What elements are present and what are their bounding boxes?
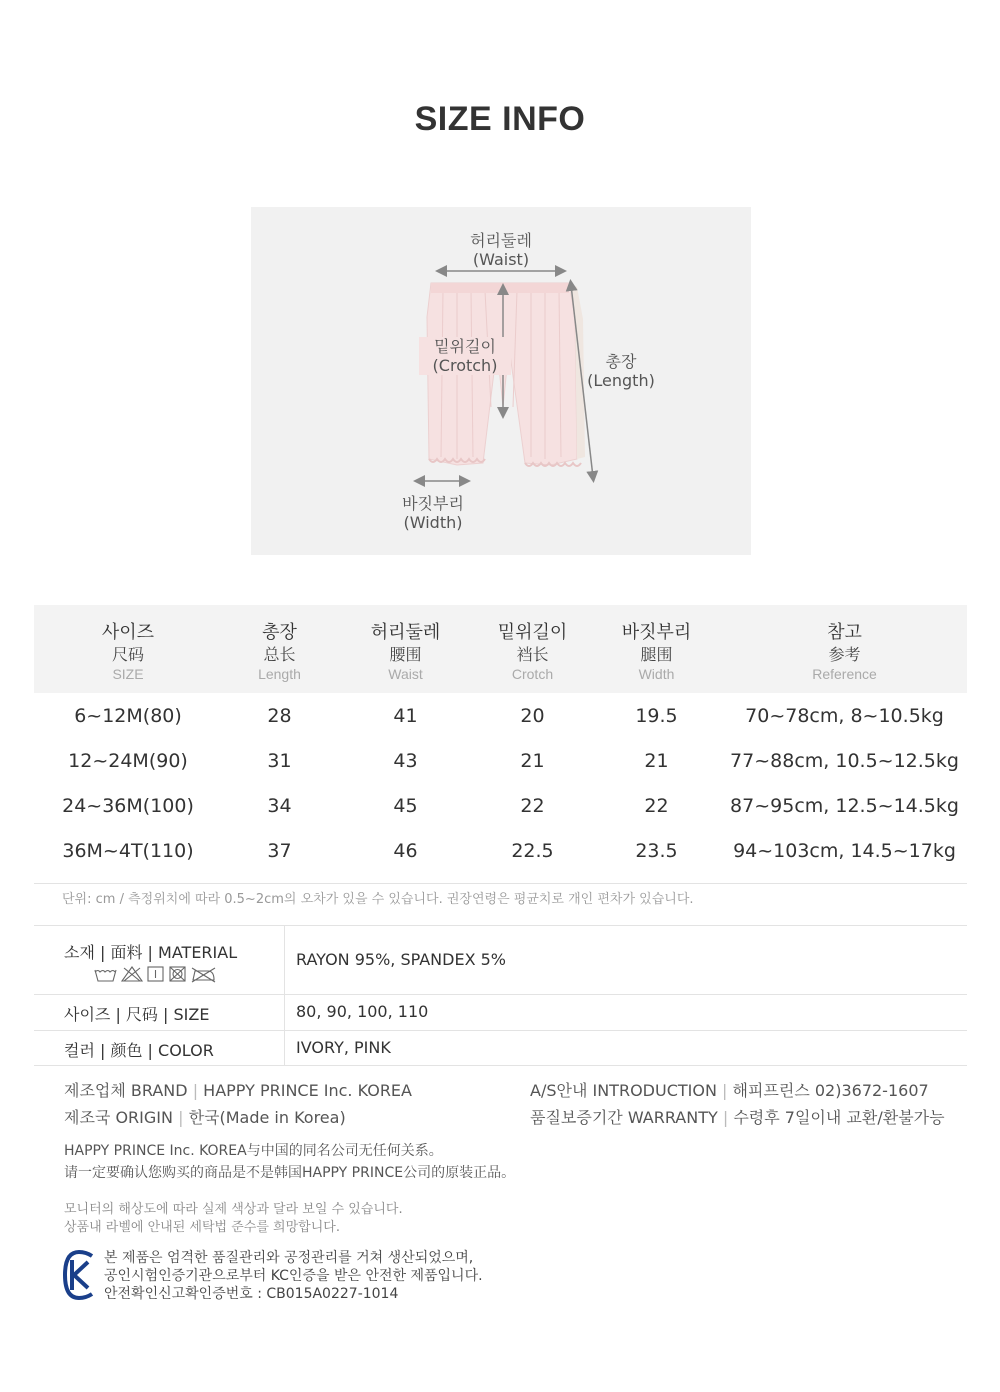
color-label: 컬러 | 颜色 | COLOR [64,1041,214,1060]
cell-size: 24~36M(100) [62,795,194,817]
cell-crotch: 22 [520,795,545,817]
header-waist-en: Waist [388,666,423,682]
size-label: 사이즈 | 尺码 | SIZE [64,1005,210,1024]
width-label-ko: 바짓부리 [402,494,464,513]
header-width-ko: 바짓부리 [621,622,692,643]
waist-label [451,231,551,269]
separator: | [722,1081,728,1100]
cell-reference: 77~88cm, 10.5~12.5kg [730,750,959,772]
waist-label-en: (Waist) [472,250,530,269]
header-waist-cn: 腰围 [389,645,422,664]
header-width-en: Width [638,666,675,682]
cell-reference: 94~103cm, 14.5~17kg [733,840,956,862]
column-divider [284,1031,285,1065]
cell-crotch: 21 [520,750,545,772]
table-row [34,695,967,740]
header-reference-en: Reference [812,666,877,682]
header-width-cn: 腿围 [640,645,673,664]
origin-info [64,1105,346,1128]
column-divider [284,926,285,994]
cell-width: 22 [644,795,669,817]
kc-certification-text [104,1249,483,1303]
color-value: IVORY, PINK [296,1038,391,1057]
laundry-care-icon [92,965,222,983]
header-waist-ko: 허리둘레 [370,622,441,643]
brand-label: 제조업체 BRAND [64,1081,188,1100]
width-label-en: (Width) [403,513,463,532]
header-reference-ko: 참고 [827,622,862,643]
material-value: RAYON 95%, SPANDEX 5% [296,950,507,969]
cell-size: 12~24M(90) [68,750,188,772]
table-row [34,740,967,785]
monitor-notice-line1: 모니터의 해상도에 따라 실제 색상과 달라 보일 수 있습니다. [64,1202,403,1217]
header-crotch-en: Crotch [511,666,554,682]
header-length-cn: 总长 [263,645,296,664]
cell-width: 19.5 [635,705,678,727]
separator: | [722,1108,729,1127]
brand-info [64,1078,412,1101]
chinese-notice-line1: HAPPY PRINCE Inc. KOREA与中国的同名公司无任何关系。 [64,1143,443,1159]
color-row [34,1030,967,1066]
kc-mark-icon [62,1250,96,1300]
cell-waist: 46 [393,840,418,862]
warranty-label: 품질보증기간 WARRANTY [530,1108,718,1127]
measurement-note: 단위: cm / 측정위치에 따라 0.5~2cm의 오차가 있을 수 있습니다. 권장연령은 평균치로 개인 편차가 있습니다. [62,892,694,907]
cell-width: 21 [644,750,669,772]
as-value: 해피프린스 02)3672-1607 [732,1081,929,1100]
origin-value: 한국(Made in Korea) [188,1108,346,1127]
cell-length: 28 [267,705,292,727]
header-size-cn: 尺码 [111,645,144,664]
waist-label-ko: 허리둘레 [470,231,532,250]
material-row [34,925,967,994]
length-label-ko: 총장 [605,352,637,371]
table-row [34,830,967,875]
size-table-body [34,693,967,884]
header-size-en: SIZE [112,666,144,682]
header-reference-cn: 参考 [828,645,861,664]
kc-line2: 공인시험인증기관으로부터 KC인증을 받은 안전한 제품입니다. [104,1268,483,1284]
cell-length: 31 [267,750,292,772]
size-row [34,994,967,1030]
separator: | [192,1081,199,1100]
table-row [34,785,967,830]
cell-waist: 41 [393,705,418,727]
crotch-label-en: (Crotch) [432,356,498,375]
width-label [393,494,473,532]
cell-waist: 43 [393,750,418,772]
warranty-info [530,1105,945,1128]
size-table-header [34,605,967,693]
cell-reference: 87~95cm, 12.5~14.5kg [730,795,959,817]
separator: | [178,1108,184,1127]
as-label: A/S안내 INTRODUCTION [530,1081,717,1100]
origin-label: 제조국 ORIGIN [64,1108,173,1127]
kc-line3: 안전확인신고확인증번호 : CB015A0227-1014 [104,1286,399,1302]
size-value: 80, 90, 100, 110 [296,1002,429,1021]
cell-crotch: 20 [520,705,545,727]
cell-length: 34 [267,795,292,817]
length-label-en: (Length) [587,371,655,390]
as-info [530,1078,929,1101]
header-crotch-cn: 裆长 [516,645,549,664]
material-table [34,925,967,1066]
column-divider [284,995,285,1030]
material-label: 소재 | 面料 | MATERIAL [64,943,238,962]
warranty-value: 수령후 7일이내 교환/환불가능 [733,1108,945,1127]
length-label [581,352,661,390]
crotch-label-ko: 밑위길이 [434,337,496,356]
cell-reference: 70~78cm, 8~10.5kg [745,705,944,727]
header-length-en: Length [258,666,301,682]
crotch-label [419,337,511,375]
chinese-notice-line2: 请一定要确认您购买的商品是不是韩国HAPPY PRINCE公司的原装正品。 [64,1165,516,1181]
cell-crotch: 22.5 [511,840,554,862]
header-size-ko: 사이즈 [101,622,155,643]
cell-size: 36M~4T(110) [62,840,194,862]
kc-line1: 본 제품은 엄격한 품질관리와 공정관리를 거쳐 생산되었으며, [104,1250,474,1266]
cell-size: 6~12M(80) [74,705,182,727]
page-title: SIZE INFO [414,100,586,138]
cell-width: 23.5 [635,840,678,862]
header-length-ko: 총장 [262,622,297,643]
header-crotch-ko: 밑위길이 [497,622,568,643]
size-table [34,605,967,884]
cell-waist: 45 [393,795,418,817]
cell-length: 37 [267,840,292,862]
size-diagram [251,207,751,555]
brand-value: HAPPY PRINCE Inc. KOREA [203,1081,412,1100]
monitor-notice-line2: 상품내 라벨에 안내된 세탁법 준수를 희망합니다. [64,1220,340,1235]
